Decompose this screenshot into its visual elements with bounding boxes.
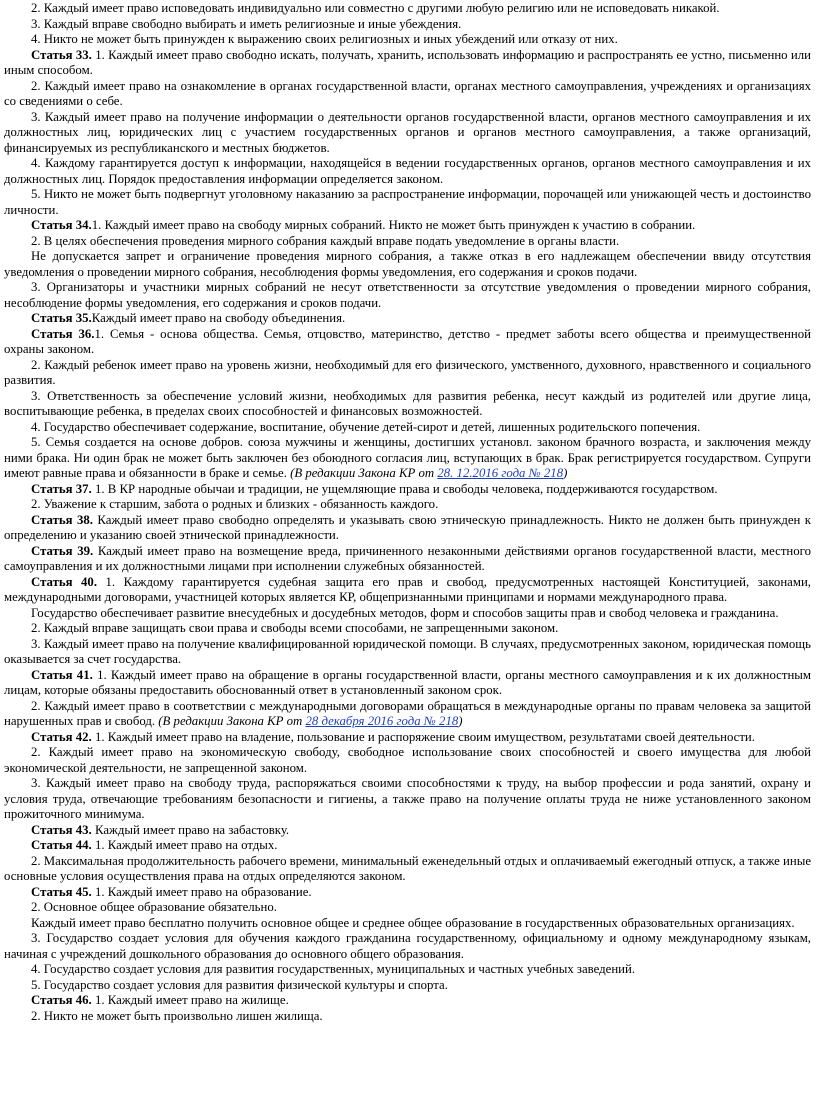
paragraph-text: 1. Каждый имеет право на отдых. — [91, 838, 278, 852]
paragraph-text: 3. Ответственность за обеспечение условий жизни, необходимых для развития ребенка, несут каждый из родителей или другие лица, воспитывающие ребенка, в пределах своих способностей и финансовых возможностей. — [4, 388, 811, 418]
paragraph — [4, 17, 811, 33]
article-paragraph — [4, 885, 811, 901]
article-heading: Статья 36. — [31, 326, 95, 341]
paragraph-text: Каждый имеет право на свободу объединения. — [91, 311, 346, 325]
article-paragraph — [4, 823, 811, 839]
paragraph — [4, 931, 811, 962]
paragraph-text: 1. Каждый имеет право на образование. — [91, 884, 312, 899]
paragraph-text: 2. Каждый имеет право исповедовать индивидуально или совместно с другими любую религию или не исповедовать никакой. — [31, 1, 720, 15]
paragraph-text: Каждый имеет право на возмещение вреда, причиненного незаконными действиями органов государственной власти, местного самоуправления и их должностными лицами при исполнении служебных обязанностей. — [4, 543, 811, 573]
paragraph-text: 4. Государство создает условия для развития государственных, муниципальных и частных учебных заведений. — [31, 962, 636, 976]
paragraph-text: 3. Каждый имеет право на получение информации о деятельности органов государственной власти, органов местного самоуправления и их должностных лиц, юридических лиц с участием государственных органов и органов местного самоуправления, а также организаций, финансируемых из республиканского и местных бюджетов. — [4, 109, 811, 155]
paragraph-text: 5. Государство создает условия для развития физической культуры и спорта. — [31, 977, 448, 992]
paragraph — [4, 854, 811, 885]
paragraph-text: 3. Каждый имеет право на свободу труда, распоряжаться своими способностями к труду, на выбор профессии и рода занятий, охрану и условия труда, отвечающие требованиям безопасности и гигиены, а также право на получение оплаты труда не ниже установленного законом прожиточного минимума. — [4, 776, 811, 821]
article-paragraph — [4, 482, 811, 498]
paragraph — [4, 745, 811, 776]
article-heading: Статья 33. — [31, 47, 92, 62]
article-heading: Статья 45. — [31, 884, 92, 899]
article-paragraph — [4, 311, 811, 327]
paragraph-text: 3. Государство создает условия для обучения каждого гражданина государственному, официальному и одному международному языкам, начиная с учреждений дошкольного образования до основного общего образования. — [4, 931, 811, 961]
paragraph-text: 1. Каждый имеет право на обращение в органы государственной власти, органы местного самоуправления и к их должностным лицам, которые обязаны предоставить обоснованный ответ в установленный законом срок. — [4, 667, 811, 697]
paragraph-text: 5. Никто не может быть подвергнут уголовному наказанию за распространение информации, порочащей или унижающей честь и достоинство личности. — [4, 187, 811, 217]
paragraph-text: 3. Организаторы и участники мирных собраний не несут ответственности за отсутствие уведомления о проведении мирного собрания, несоблюдение формы уведомления, его содержания и сроков подачи. — [4, 280, 811, 310]
paragraph — [4, 420, 811, 436]
paragraph-text: Каждый имеет право свободно определять и указывать свою этническую принадлежность. Никто не должен быть принужден к определению и указанию своей этнической принадлежности. — [4, 512, 811, 542]
paragraph-text: Каждый имеет право на забастовку. — [91, 822, 290, 837]
paragraph-text: 2. Каждый имеет право на ознакомление в органах государственной власти, органах местного самоуправления, учреждениях и организациях со сведениями о себе. — [4, 78, 811, 108]
paragraph-text: 1. Каждый имеет право на свободу мирных собраний. Никто не может быть принужден к участию в собрании. — [91, 218, 696, 232]
paragraph — [4, 621, 811, 637]
edition-note: (В редакции Закона КР от — [290, 466, 438, 480]
article-paragraph — [4, 544, 811, 575]
paragraph-text: 1. Каждому гарантируется судебная защита его прав и свобод, предусмотренных настоящей Конституцией, законами, международными договорами, участницей которых является КР, общепризнанными принципами и нормами международного права. — [4, 574, 811, 604]
paragraph-text: 1. Каждый имеет право на владение, пользование и распоряжение своим имуществом, результатами своей деятельности. — [91, 729, 755, 744]
paragraph-text: 2. Никто не может быть произвольно лишен жилища. — [31, 1008, 323, 1023]
paragraph-text: 2. Максимальная продолжительность рабочего времени, минимальный еженедельный отдых и оплачиваемый ежегодный отпуск, а также иные основные условия осуществления права на отдых определяются законом. — [4, 853, 812, 883]
law-reference-link[interactable]: 28. 12.2016 года № 218 — [437, 466, 564, 480]
article-heading: Статья 44. — [31, 838, 92, 852]
paragraph — [4, 916, 811, 932]
paragraph — [4, 358, 811, 389]
paragraph-text: 2. Уважение к старшим, забота о родных и близких - обязанность каждого. — [31, 497, 439, 511]
edition-note-close: ) — [563, 466, 568, 480]
article-paragraph — [4, 513, 811, 544]
article-paragraph — [4, 730, 811, 746]
paragraph-text: 2. Каждый имеет право в соответствии с международными договорами обращаться в международные органы по правам человека за защитой нарушенных прав и свобод. — [4, 698, 811, 728]
paragraph — [4, 32, 811, 48]
paragraph — [4, 978, 811, 994]
paragraph-text: Не допускается запрет и ограничение проведения мирного собрания, а также отказ в его надлежащем обеспечении ввиду отсутствия уведомления о проведении мирного собрания, несоблюдения формы уведомления, его содержания и сроков подачи. — [4, 249, 811, 279]
paragraph-text: 2. Основное общее образование обязательно. — [31, 900, 277, 914]
paragraph — [4, 156, 811, 187]
paragraph — [4, 280, 811, 311]
article-heading: Статья 35. — [31, 311, 92, 325]
article-paragraph — [4, 218, 811, 234]
article-heading: Статья 43. — [31, 822, 92, 837]
paragraph-text: 2. В целях обеспечения проведения мирного собрания каждый вправе подать уведомление в органы власти. — [31, 233, 620, 248]
paragraph-text: 3. Каждый вправе свободно выбирать и иметь религиозные и иные убеждения. — [31, 16, 462, 31]
paragraph — [4, 389, 811, 420]
article-heading: Статья 42. — [31, 729, 92, 744]
paragraph-text: 4. Каждому гарантируется доступ к информации, находящейся в ведении государственных органов, органов местного самоуправления и их должностных лиц. Порядок предоставления информации определяется законом. — [4, 156, 811, 186]
edition-note-close: ) — [458, 714, 463, 728]
article-paragraph — [4, 327, 811, 358]
article-paragraph — [4, 993, 811, 1009]
paragraph-text: 1. Каждый имеет право свободно искать, получать, хранить, использовать информацию и распространять ее устно, письменно или иным способом. — [4, 47, 811, 77]
paragraph — [4, 249, 811, 280]
paragraph — [4, 110, 811, 157]
paragraph-text: Каждый имеет право бесплатно получить основное общее и среднее общее образование в государственных образовательных организациях. — [31, 915, 795, 930]
paragraph — [4, 637, 811, 668]
paragraph — [4, 699, 811, 730]
article-heading: Статья 39. — [31, 543, 94, 558]
paragraph — [4, 435, 811, 482]
paragraph-text: 1. Семья - основа общества. Семья, отцовство, материнство, детство - предмет заботы всего общества и преимущественной охраны законом. — [4, 326, 811, 356]
edition-note: (В редакции Закона КР от — [158, 714, 306, 728]
article-heading: Статья 37. — [31, 481, 92, 496]
article-paragraph — [4, 838, 811, 854]
law-reference-link[interactable]: 28 декабря 2016 года № 218 — [305, 714, 459, 728]
article-paragraph — [4, 48, 811, 79]
paragraph-text: 1. Каждый имеет право на жилище. — [91, 993, 289, 1007]
paragraph-text: 2. Каждый имеет право на экономическую свободу, свободное использование своих способностей и своего имущества для любой экономической деятельности, не запрещенной законом. — [4, 745, 811, 775]
article-paragraph — [4, 668, 811, 699]
article-heading: Статья 46. — [31, 993, 92, 1007]
paragraph — [4, 79, 811, 110]
paragraph — [4, 497, 811, 513]
paragraph-text: 2. Каждый ребенок имеет право на уровень жизни, необходимый для его физического, умственного, духовного, нравственного и социального развития. — [4, 357, 811, 387]
article-heading: Статья 40. — [31, 574, 98, 589]
paragraph-text: 4. Никто не может быть принужден к выражению своих религиозных и иных убеждений или отказу от них. — [31, 32, 618, 46]
article-heading: Статья 34. — [31, 218, 92, 232]
paragraph — [4, 234, 811, 250]
paragraph — [4, 776, 811, 823]
paragraph-text: 5. Семья создается на основе добров. союза мужчины и женщины, достигших установл. законом брачного возраста, и заключения между ними брака. Ни один брак не может быть заключен без обоюдного согласия лиц, вступающих в брак. Брак регистрируется государством. Супруги имеют равные права и обязанности в браке и семье. — [4, 435, 811, 480]
paragraph-text: 1. В КР народные обычаи и традиции, не ущемляющие права и свободы человека, поддерживаются государством. — [91, 481, 718, 496]
article-paragraph — [4, 575, 811, 606]
paragraph — [4, 962, 811, 978]
paragraph — [4, 1, 811, 17]
article-heading: Статья 41. — [31, 667, 93, 682]
paragraph — [4, 187, 811, 218]
paragraph-text: 4. Государство обеспечивает содержание, воспитание, обучение детей-сирот и детей, лишенных родительского попечения. — [31, 419, 701, 434]
paragraph — [4, 900, 811, 916]
paragraph — [4, 606, 811, 622]
paragraph — [4, 1009, 811, 1025]
paragraph-text: 2. Каждый вправе защищать свои права и свободы всеми способами, не запрещенными законом. — [31, 621, 559, 635]
paragraph-text: Государство обеспечивает развитие внесудебных и досудебных методов, форм и способов защиты прав и свобод человека и гражданина. — [31, 605, 779, 620]
article-heading: Статья 38. — [31, 512, 93, 527]
paragraph-text: 3. Каждый имеет право на получение квалифицированной юридической помощи. В случаях, предусмотренных законом, юридическая помощь оказывается за счет государства. — [4, 636, 811, 666]
